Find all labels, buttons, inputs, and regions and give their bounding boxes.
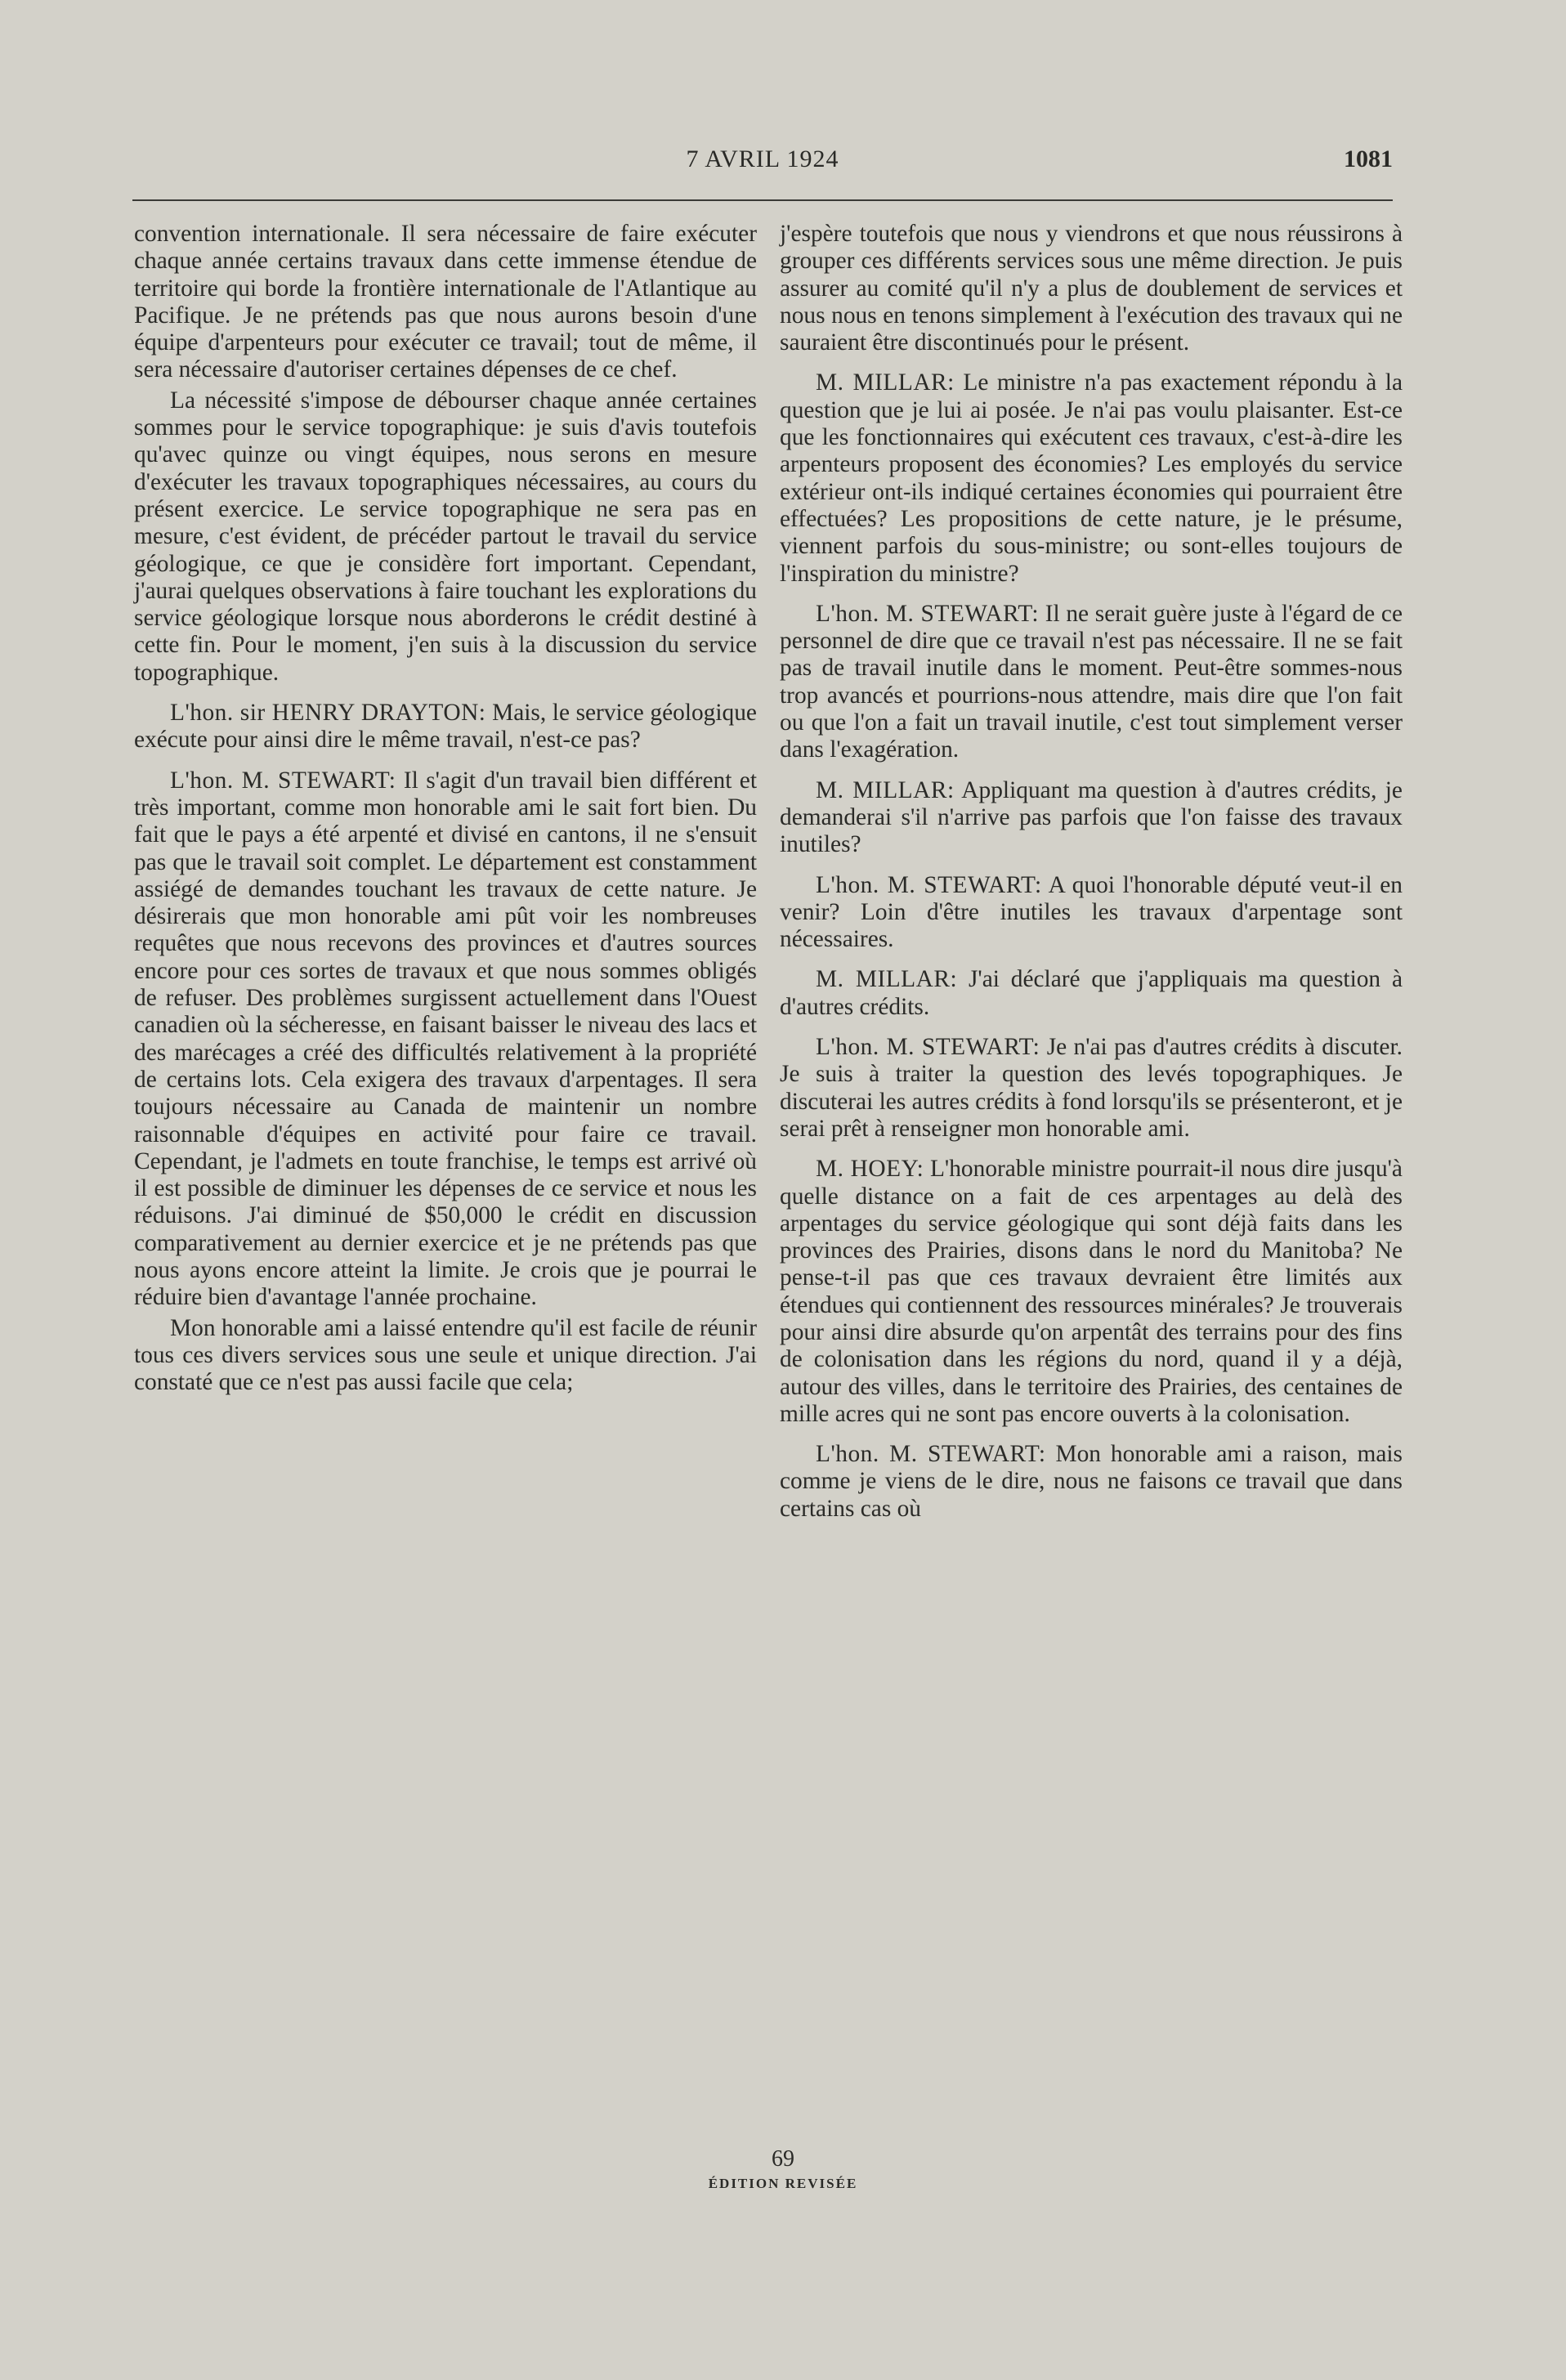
edition-label: ÉDITION REVISÉE (708, 2176, 858, 2191)
speaker-name: L'hon. M. STEWART: (816, 1034, 1040, 1061)
right-column (780, 221, 1403, 1523)
paragraph-text: Il ne serait guère juste à l'égard de ce personnel de dire que ce travail n'est pas nécessaire. Il ne se fait pas de travail inutile dans le moment. Peut-être sommes-nous trop avancés et pourrions-nous attendre, mais dire que l'on fait ou que l'on a fait un travail inutile, c'est tout simplement verser dans l'exagération. (780, 600, 1403, 763)
speech-paragraph (780, 1441, 1403, 1523)
page-header (132, 139, 1393, 188)
speaker-name: L'hon. M. STEWART: (816, 871, 1042, 898)
left-column (134, 221, 757, 1396)
page-number: 1081 (1344, 145, 1393, 172)
paragraph (134, 1315, 757, 1397)
speaker-name: M. MILLAR: (816, 369, 955, 396)
speech-paragraph (780, 966, 1403, 1021)
running-head: 7 AVRIL 1924 (686, 145, 839, 172)
paragraph-text: La nécessité s'impose de débourser chaque année certaines sommes pour le service topographique: je suis d'avis toutefois qu'avec quinze ou vingt équipes, nous serons en mesure d'exécuter les travaux topographiques nécessaires, au cours du présent exercice. Le service topographique ne sera pas en mesure, c'est évident, de précéder partout le travail du service géologique, ce que je considère fort important. Cependant, j'aurai quelques observations à faire touchant les explorations du service géologique lorsque nous aborderons le crédit destiné à cette fin. Pour le moment, j'en suis à la discussion du service topographique. (134, 387, 757, 686)
speech-paragraph (780, 1156, 1403, 1428)
paragraph-text: Mais, le service géologique exécute pour ainsi dire le même travail, n'est-ce pas? (134, 700, 757, 754)
speaker-name: M. HOEY: (816, 1156, 924, 1183)
paragraph-text: Appliquant ma question à d'autres crédits, je demanderai s'il n'arrive pas parfois que l'on faisse des travaux inutiles? (780, 776, 1403, 858)
header-rule (132, 199, 1393, 201)
paragraph-text: L'honorable ministre pourrait-il nous dire jusqu'à quelle distance on a fait de ces arpentages au delà des arpentages du service géologique qui sont déjà faits dans les provinces des Prairies, disons dans le nord du Manitoba? Ne pense-t-il pas que ces travaux devraient être limités aux étendues qui contiennent des ressources minérales? Je trouverais pour ainsi dire absurde qu'on arpentât des terrains pour des fins de colonisation dans les régions du nord, quand il y a déjà, autour des villes, dans le territoire des Prairies, des centaines de mille acres qui ne sont pas encore ouverts à la colonisation. (780, 1156, 1403, 1427)
speaker-name: M. MILLAR: (816, 776, 955, 803)
speaker-name: L'hon. M. STEWART: (816, 1441, 1046, 1468)
speech-paragraph (780, 369, 1403, 587)
speaker-name: L'hon. M. STEWART: (816, 600, 1040, 627)
continued-paragraph (780, 221, 1403, 356)
speech-paragraph (780, 777, 1403, 859)
paragraph (134, 387, 757, 687)
paragraph-text: Le ministre n'a pas exactement répondu à la question que je lui ai posée. Je n'ai pas voulu plaisanter. Est-ce que les fonctionnaires qui exécutent ces travaux, c'est-à-dire les arpenteurs proposent des économies? Les employés du service extérieur ont-ils indiqué certaines économies qui pourraient être effectuées? Les propositions de cette nature, je le présume, viennent parfois du sous-ministre; ou sont-elles toujours de l'inspiration du ministre? (780, 369, 1403, 587)
speech-paragraph (134, 767, 757, 1312)
paragraph-text: convention internationale. Il sera nécessaire de faire exécuter chaque année certains travaux dans cette immense étendue de territoire qui borde la frontière internationale de l'Atlantique au Pacifique. Je ne prétends pas que nous aurons besoin d'une équipe d'arpenteurs pour exécuter ce travail; tout de même, il sera nécessaire d'autoriser certaines dépenses de ce chef. (134, 221, 757, 383)
speech-paragraph (780, 1034, 1403, 1143)
paragraph-text: Mon honorable ami a laissé entendre qu'il est facile de réunir tous ces divers services sous une seule et unique direction. J'ai constaté que ce n'est pas aussi facile que cela; (134, 1314, 757, 1396)
continued-paragraph (134, 221, 757, 384)
speaker-name: L'hon. sir HENRY DRAYTON: (170, 700, 486, 727)
paragraph-text: Je n'ai pas d'autres crédits à discuter. Je suis à traiter la question des levés topographiques. Je discuterai les autres crédits à fond lorsqu'ils se présenteront, et je serai prêt à renseigner mon honorable ami. (780, 1034, 1403, 1142)
paragraph-text: Il s'agit d'un travail bien différent et très important, comme mon honorable ami le sait fort bien. Du fait que le pays a été arpenté et divisé en cantons, il ne s'ensuit pas que le travail soit complet. Le département est constamment assiégé de demandes touchant les travaux de cette nature. Je désirerais que mon honorable ami pût voir les nombreuses requêtes que nous recevons des provinces et d'autres sources encore pour ces sortes de travaux et que nous sommes obligés de refuser. Des problèmes surgissent actuellement dans l'Ouest canadien où la sécheresse, en faisant baisser le niveau des lacs et des marécages a créé des difficultés relativement à la propriété de certains lots. Cela exigera des travaux d'arpentages. Il sera toujours nécessaire au Canada de maintenir un nombre raisonnable d'équipes en activité pour faire ce travail. Cependant, je l'admets en toute franchise, le temps est arrivé où il est possible de diminuer les dépenses de ce service et nous les réduisons. J'ai diminué de $50,000 le crédit en discussion comparativement au dernier exercice et je ne prétends pas que nous ayons encore atteint la limite. Je crois que je pourrai le réduire bien d'avantage l'année prochaine. (134, 767, 757, 1311)
speech-paragraph (780, 601, 1403, 764)
speech-paragraph (780, 872, 1403, 954)
sheet-number: 69 (772, 2146, 794, 2172)
speech-paragraph (134, 700, 757, 754)
paragraph-text: A quoi l'honorable député veut-il en venir? Loin d'être inutiles les travaux d'arpentage sont nécessaires. (780, 871, 1403, 953)
speaker-name: M. MILLAR: (816, 966, 958, 993)
speaker-name: L'hon. M. STEWART: (170, 767, 396, 794)
paragraph-text: Mon honorable ami a raison, mais comme je viens de le dire, nous ne faisons ce travail que dans certains cas où (780, 1441, 1403, 1522)
paragraph-text: J'ai déclaré que j'appliquais ma question à d'autres crédits. (780, 966, 1403, 1020)
paragraph-text: j'espère toutefois que nous y viendrons et que nous réussirons à grouper ces différents services sous une même direction. Je puis assurer au comité qu'il n'y a plus de doublement de services et nous nous en tenons simplement à l'exécution des travaux qui ne sauraient être discontinués pour le présent. (780, 221, 1403, 356)
